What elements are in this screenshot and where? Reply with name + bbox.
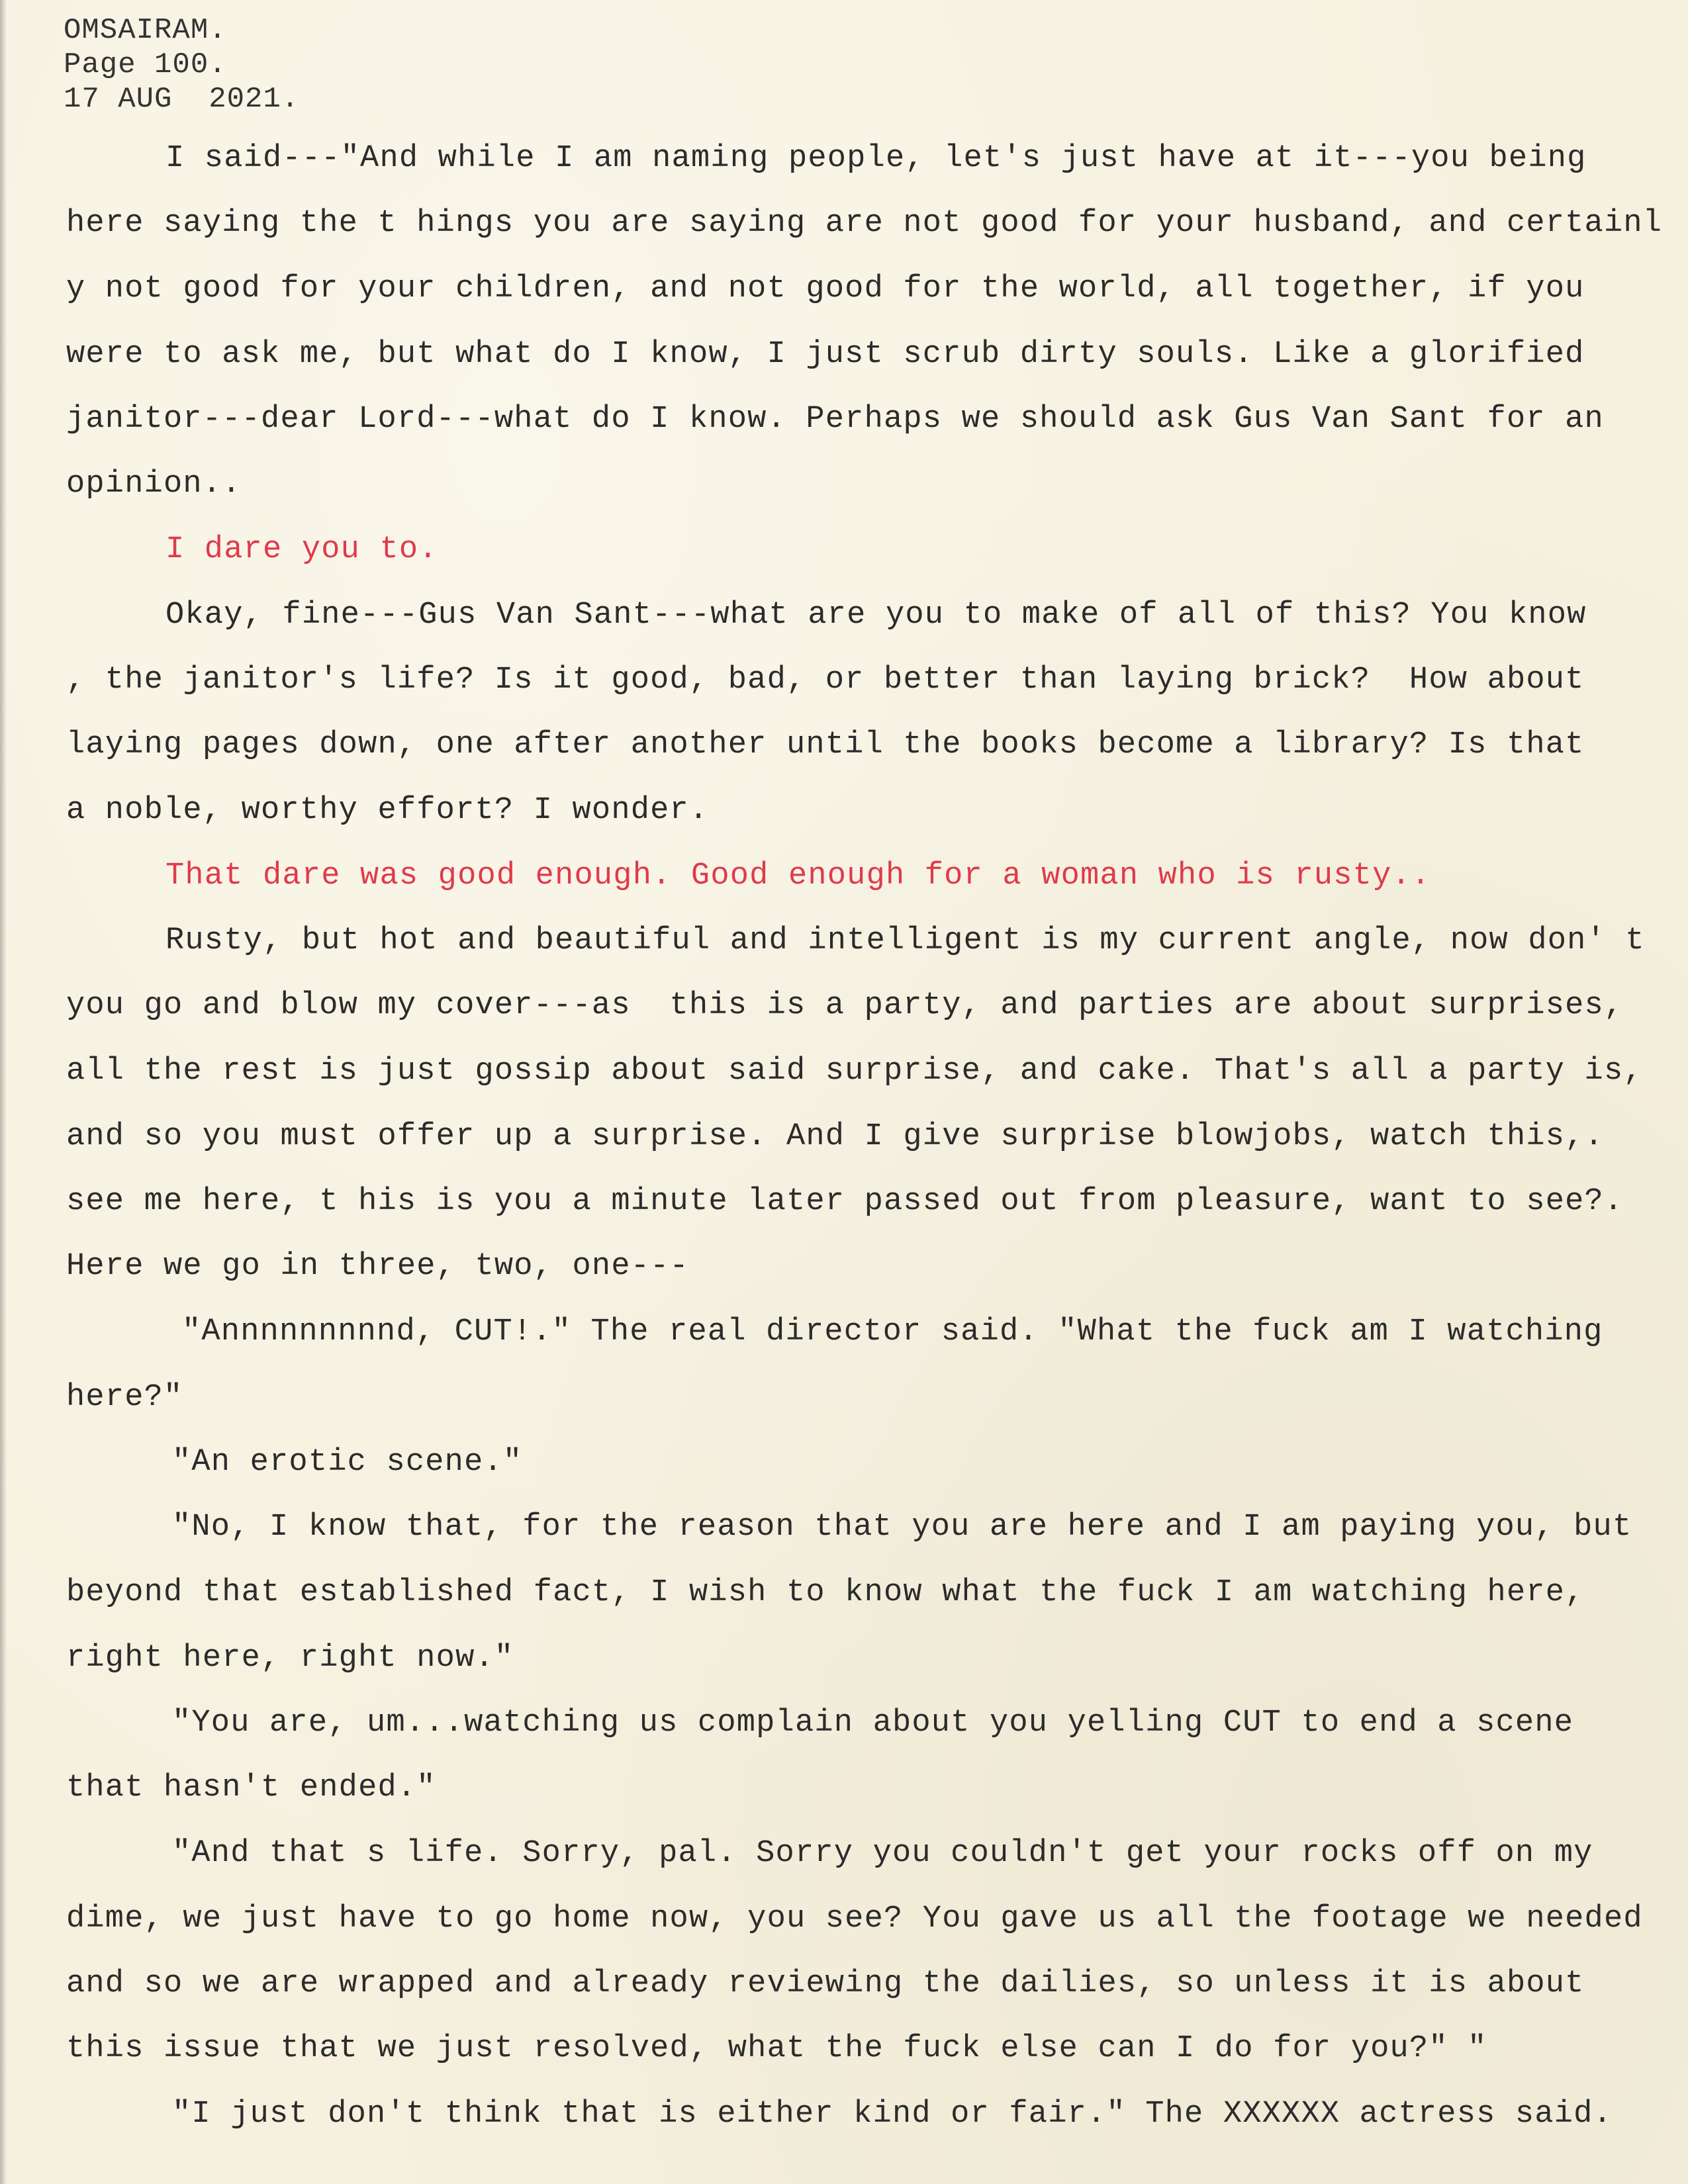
text-line: Rusty, but hot and beautiful and intelligent is my current angle, now don' t xyxy=(165,923,1645,958)
text-line: Okay, fine---Gus Van Sant---what are you to make of all of this? You know xyxy=(165,598,1587,633)
text-line: were to ask me, but what do I know, I just scrub dirty souls. Like a glorified xyxy=(66,337,1585,372)
text-line: janitor---dear Lord---what do I know. Perhaps we should ask Gus Van Sant for an xyxy=(66,402,1604,437)
text-line: this issue that we just resolved, what the fuck else can I do for you?" " xyxy=(66,2031,1487,2066)
text-line: and so we are wrapped and already reviewing the dailies, so unless it is about xyxy=(66,1966,1585,2001)
page-edge-shadow xyxy=(0,0,7,2184)
text-line: "An erotic scene." xyxy=(172,1445,523,1480)
text-line: and so you must offer up a surprise. And I give surprise blowjobs, watch this,. xyxy=(66,1119,1604,1154)
text-line: y not good for your children, and not good for the world, all together, if you xyxy=(66,271,1585,306)
red-text-line: That dare was good enough. Good enough for a woman who is rusty.. xyxy=(165,858,1431,893)
text-line: "Annnnnnnnnd, CUT!." The real director said. "What the fuck am I watching xyxy=(182,1314,1603,1349)
text-line: here?" xyxy=(66,1380,183,1415)
page-header xyxy=(64,13,299,116)
text-line: "You are, um...watching us complain about you yelling CUT to end a scene xyxy=(172,1706,1574,1741)
text-line: here saying the t hings you are saying are not good for your husband, and certainl xyxy=(66,206,1663,241)
text-line: see me here, t his is you a minute later passed out from pleasure, want to see?. xyxy=(66,1184,1624,1219)
text-line: "No, I know that, for the reason that you are here and I am paying you, but xyxy=(172,1510,1632,1545)
text-line: you go and blow my cover---as this is a party, and parties are about surprises, xyxy=(66,988,1624,1023)
header-salutation: OMSAIRAM. xyxy=(64,14,227,47)
text-line: beyond that established fact, I wish to know what the fuck I am watching here, xyxy=(66,1575,1585,1610)
header-page-number: Page 100. xyxy=(64,48,227,81)
text-line: "And that s life. Sorry, pal. Sorry you couldn't get your rocks off on my xyxy=(172,1836,1593,1871)
red-text-line: I dare you to. xyxy=(165,532,438,567)
text-line: right here, right now." xyxy=(66,1641,514,1676)
text-line: that hasn't ended." xyxy=(66,1770,436,1805)
text-line: dime, we just have to go home now, you see? You gave us all the footage we needed xyxy=(66,1901,1643,1936)
text-line: all the rest is just gossip about said surprise, and cake. That's all a party is, xyxy=(66,1054,1643,1089)
text-line: "I just don't think that is either kind or fair." The XXXXXX actress said. xyxy=(172,2097,1613,2132)
text-line: a noble, worthy effort? I wonder. xyxy=(66,793,709,828)
text-line: , the janitor's life? Is it good, bad, or better than laying brick? How about xyxy=(66,662,1585,698)
header-date: 17 AUG 2021. xyxy=(64,83,300,116)
text-line: I said---"And while I am naming people, let's just have at it---you being xyxy=(165,141,1587,176)
text-line: opinion.. xyxy=(66,467,242,502)
text-line: Here we go in three, two, one--- xyxy=(66,1249,689,1284)
text-line: laying pages down, one after another until the books become a library? Is that xyxy=(66,727,1585,762)
